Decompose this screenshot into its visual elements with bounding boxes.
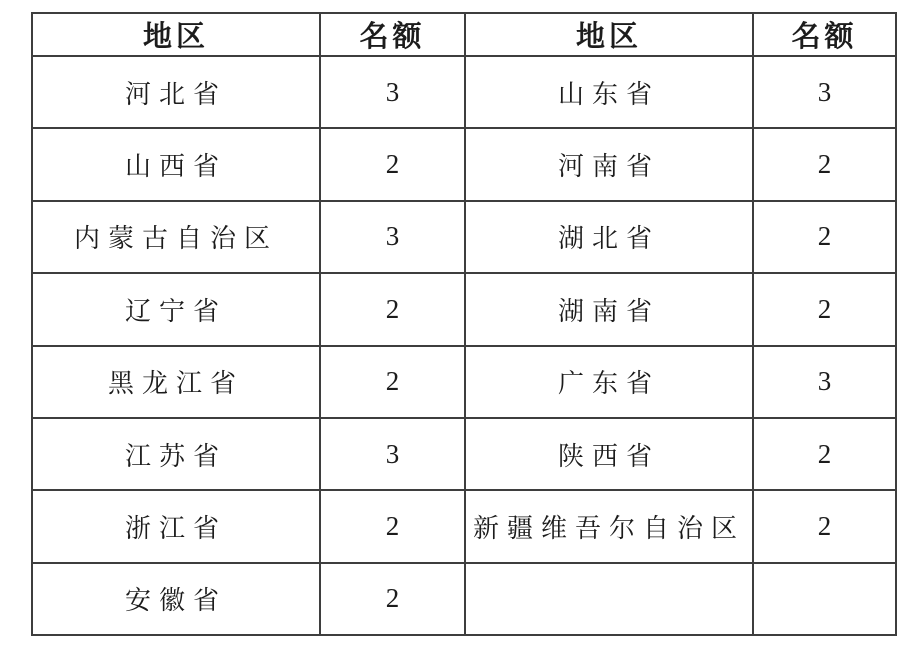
region-cell [465,563,753,635]
quota-cell: 2 [753,201,896,273]
region-cell: 湖北省 [465,201,753,273]
quota-cell: 2 [753,418,896,490]
header-row [32,13,896,56]
region-cell: 江苏省 [32,418,320,490]
quota-table [31,12,897,636]
quota-cell: 3 [753,346,896,418]
table-row [32,56,896,128]
quota-cell: 3 [320,56,465,128]
quota-cell: 2 [320,128,465,200]
table-row [32,273,896,345]
region-cell: 湖南省 [465,273,753,345]
quota-cell: 2 [753,128,896,200]
region-cell: 辽宁省 [32,273,320,345]
quota-cell: 2 [320,346,465,418]
region-cell: 内蒙古自治区 [32,201,320,273]
table-row [32,418,896,490]
region-cell: 广东省 [465,346,753,418]
quota-cell: 2 [320,490,465,562]
region-cell: 黑龙江省 [32,346,320,418]
table-row [32,563,896,635]
table-row [32,128,896,200]
quota-cell: 2 [753,273,896,345]
region-cell: 新疆维吾尔自治区 [465,490,753,562]
region-cell: 浙江省 [32,490,320,562]
table-row [32,201,896,273]
quota-cell: 2 [320,273,465,345]
region-cell: 陕西省 [465,418,753,490]
table-row [32,346,896,418]
region-cell: 安徽省 [32,563,320,635]
quota-cell: 3 [320,418,465,490]
header-quota-right: 名额 [753,13,896,56]
table-row [32,490,896,562]
quota-cell: 2 [753,490,896,562]
region-cell: 山西省 [32,128,320,200]
quota-cell: 2 [320,563,465,635]
region-cell: 河南省 [465,128,753,200]
region-cell: 山东省 [465,56,753,128]
header-region-right: 地区 [465,13,753,56]
quota-cell: 3 [320,201,465,273]
header-region-left: 地区 [32,13,320,56]
quota-cell: 3 [753,56,896,128]
region-cell: 河北省 [32,56,320,128]
quota-cell [753,563,896,635]
header-quota-left: 名额 [320,13,465,56]
